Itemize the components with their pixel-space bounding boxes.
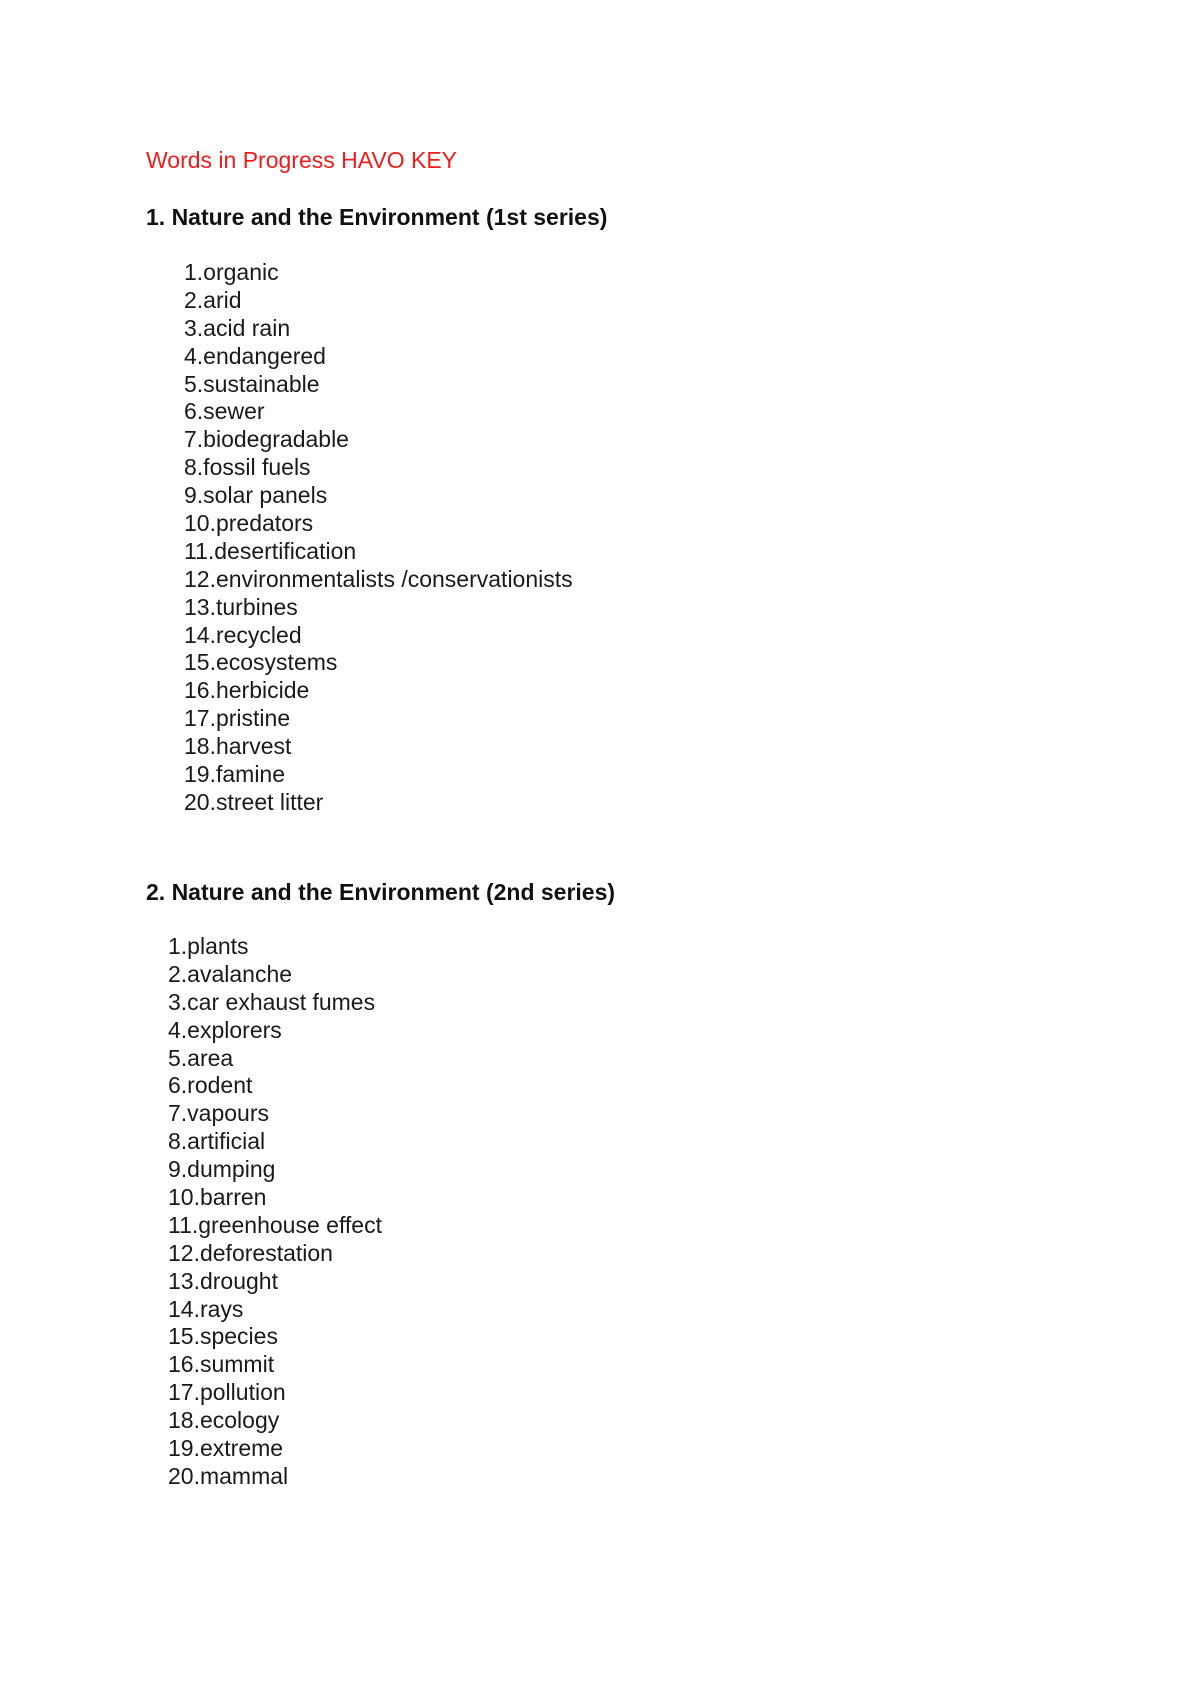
list-item: 9.solar panels (184, 482, 328, 509)
word-list-2nd-series (168, 933, 382, 1491)
list-item: 3.car exhaust fumes (168, 988, 376, 1015)
list-item: 18.harvest (184, 733, 292, 760)
list-item: 12.deforestation (168, 1239, 333, 1266)
list-item: 3.acid rain (184, 314, 291, 341)
list-item: 10.predators (184, 510, 314, 537)
list-item: 5.sustainable (184, 370, 320, 397)
list-item: 7.biodegradable (184, 426, 349, 453)
list-item: 1.plants (168, 933, 249, 959)
list-item: 5.area (168, 1044, 234, 1071)
word-list-1st-series (184, 259, 573, 817)
list-item: 17.pollution (168, 1379, 286, 1406)
list-item: 4.endangered (184, 342, 326, 369)
section-heading-1: 1. Nature and the Environment (1st series) (146, 204, 608, 230)
list-item: 2.avalanche (168, 960, 293, 987)
list-item: 1.organic (184, 259, 279, 285)
list-item: 19.famine (184, 761, 286, 788)
list-item: 20.street litter (184, 788, 324, 815)
list-item: 15.ecosystems (184, 649, 338, 676)
list-item: 15.species (168, 1323, 278, 1350)
list-item: 6.sewer (184, 398, 265, 425)
list-item: 6.rodent (168, 1072, 253, 1099)
list-item: 16.herbicide (184, 677, 310, 704)
document-title: Words in Progress HAVO KEY (146, 147, 458, 173)
list-item: 8.artificial (168, 1128, 266, 1155)
list-item: 14.recycled (184, 621, 302, 648)
list-item: 20.mammal (168, 1462, 289, 1489)
list-item: 13.drought (168, 1267, 278, 1294)
list-item: 19.extreme (168, 1435, 284, 1462)
list-item: 18.ecology (168, 1407, 280, 1434)
list-item: 16.summit (168, 1351, 275, 1378)
list-item: 9.dumping (168, 1156, 276, 1183)
section-heading-2: 2. Nature and the Environment (2nd series) (146, 879, 616, 905)
list-item: 14.rays (168, 1295, 244, 1322)
list-item: 11.greenhouse effect (168, 1211, 382, 1238)
list-item: 11.desertification (184, 537, 357, 564)
list-item: 10.barren (168, 1184, 267, 1211)
list-item: 12.environmentalists /conservationists (184, 565, 573, 592)
list-item: 13.turbines (184, 593, 298, 620)
list-item: 8.fossil fuels (184, 454, 311, 481)
list-item: 17.pristine (184, 705, 291, 732)
list-item: 4.explorers (168, 1016, 282, 1043)
list-item: 7.vapours (168, 1100, 270, 1127)
list-item: 2.arid (184, 286, 242, 313)
